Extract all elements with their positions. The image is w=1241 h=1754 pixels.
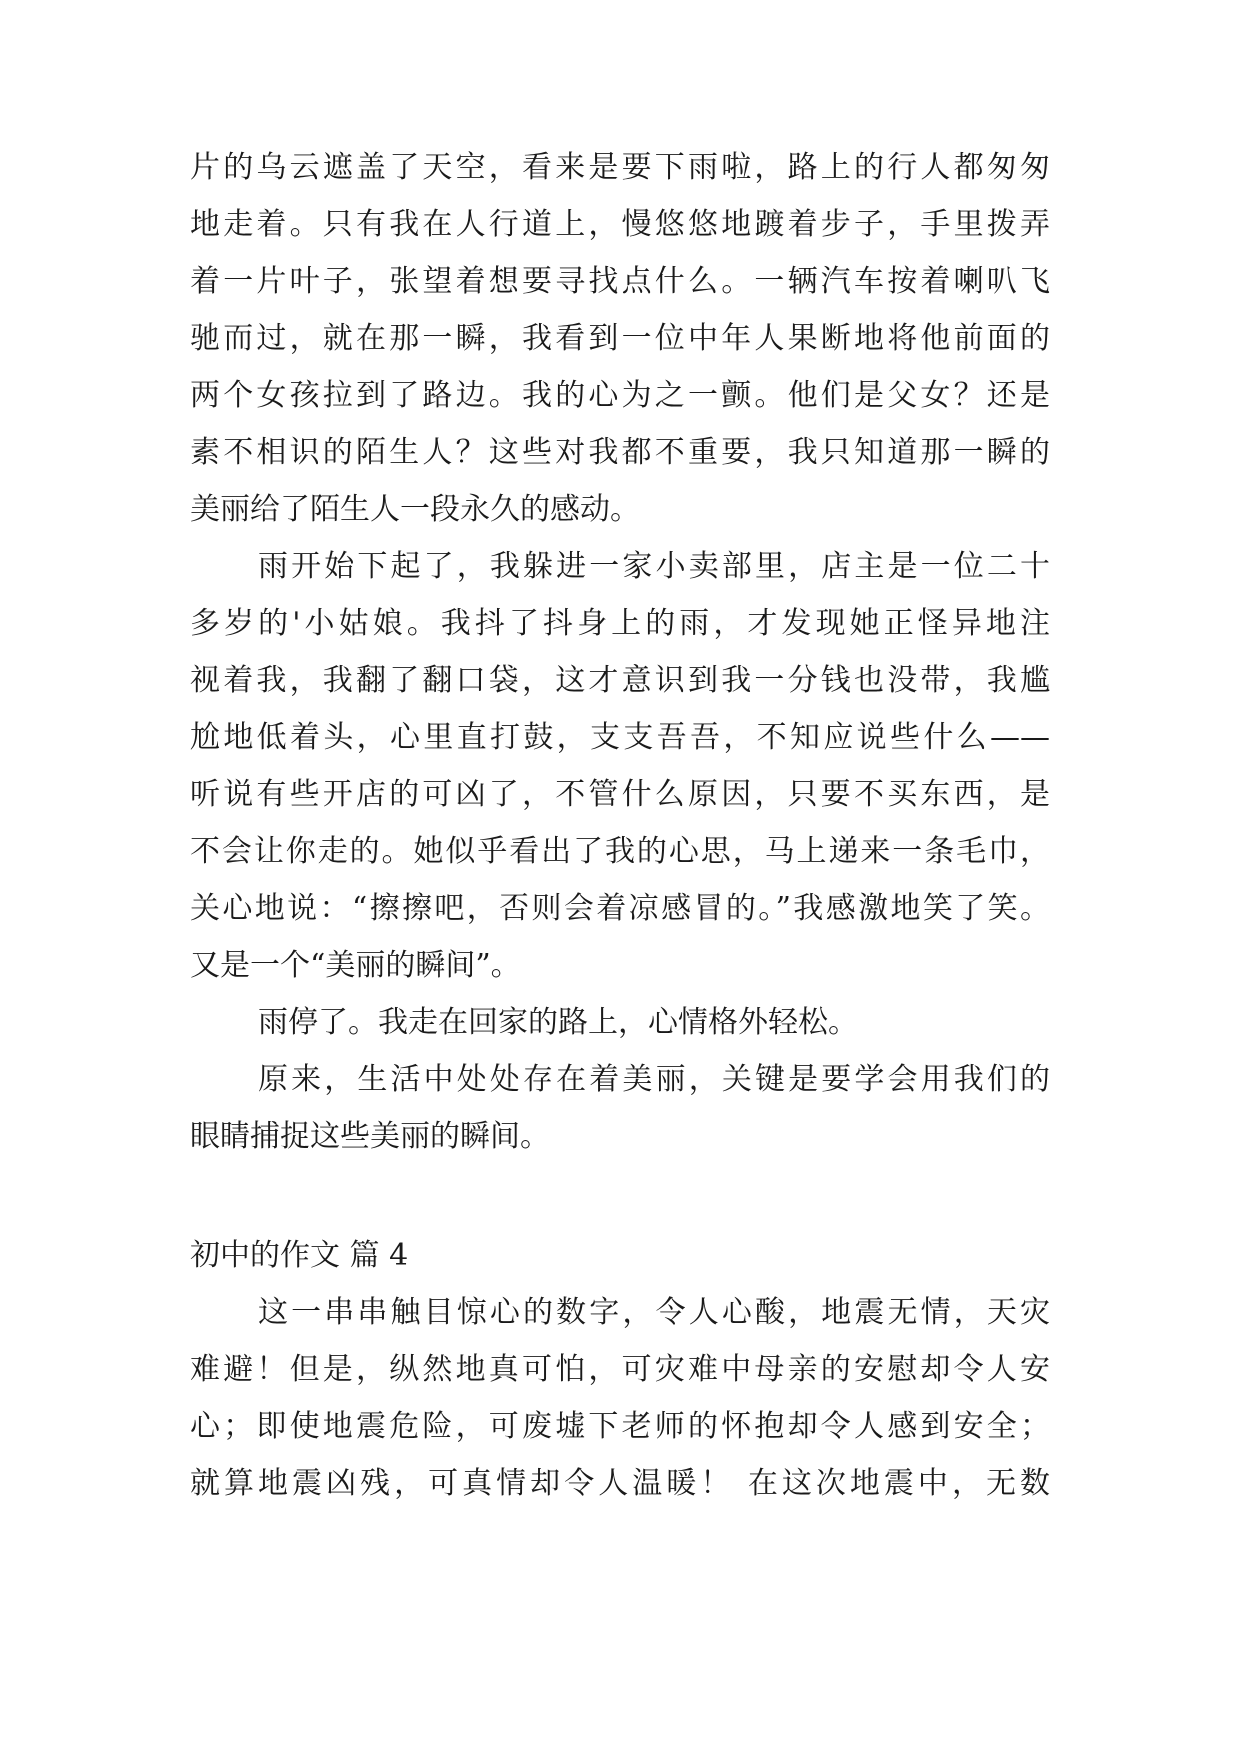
paragraph-line: 听说有些开店的可凶了，不管什么原因，只要不买东西，是 [190, 777, 1050, 812]
paragraph-line: 关心地说：“擦擦吧，否则会着凉感冒的。”我感激地笑了笑。 [190, 891, 1050, 926]
paragraph-line: 片的乌云遮盖了天空，看来是要下雨啦，路上的行人都匆匆 [190, 150, 1050, 185]
paragraph-line: 心；即使地震危险，可废墟下老师的怀抱却令人感到安全； [190, 1409, 1050, 1444]
paragraph-line: 素不相识的陌生人？这些对我都不重要，我只知道那一瞬的 [190, 435, 1050, 470]
paragraph-line: 着一片叶子，张望着想要寻找点什么。一辆汽车按着喇叭飞 [190, 264, 1050, 299]
paragraph-line: 这一串串触目惊心的数字，令人心酸，地震无情，天灾 [258, 1295, 1050, 1330]
paragraph-line: 难避！但是，纵然地真可怕，可灾难中母亲的安慰却令人安 [190, 1352, 1050, 1387]
paragraph-line: 雨开始下起了，我躲进一家小卖部里，店主是一位二十 [258, 549, 1050, 584]
paragraph-line: 又是一个“美丽的瞬间”。 [190, 948, 521, 983]
paragraph-line: 雨停了。我走在回家的路上，心情格外轻松。 [258, 1005, 858, 1040]
paragraph-line: 多岁的'小姑娘。我抖了抖身上的雨，才发现她正怪异地注 [190, 606, 1050, 641]
paragraph-line: 美丽给了陌生人一段永久的感动。 [190, 492, 640, 527]
paragraph-line: 原来，生活中处处存在着美丽，关键是要学会用我们的 [258, 1062, 1050, 1097]
paragraph-line: 地走着。只有我在人行道上，慢悠悠地踱着步子，手里拨弄 [190, 207, 1050, 242]
paragraph-line: 就算地震凶残，可真情却令人温暖！ 在这次地震中，无数 [190, 1466, 1050, 1501]
paragraph-line: 驰而过，就在那一瞬，我看到一位中年人果断地将他前面的 [190, 321, 1050, 356]
paragraph-line: 尬地低着头，心里直打鼓，支支吾吾，不知应说些什么—— [190, 720, 1050, 755]
paragraph-line: 不会让你走的。她似乎看出了我的心思，马上递来一条毛巾， [190, 834, 1050, 869]
paragraph-line: 视着我，我翻了翻口袋，这才意识到我一分钱也没带，我尴 [190, 663, 1050, 698]
section-heading: 初中的作文 篇 4 [190, 1238, 409, 1273]
paragraph-line: 眼睛捕捉这些美丽的瞬间。 [190, 1119, 550, 1154]
paragraph-line: 两个女孩拉到了路边。我的心为之一颤。他们是父女？还是 [190, 378, 1050, 413]
